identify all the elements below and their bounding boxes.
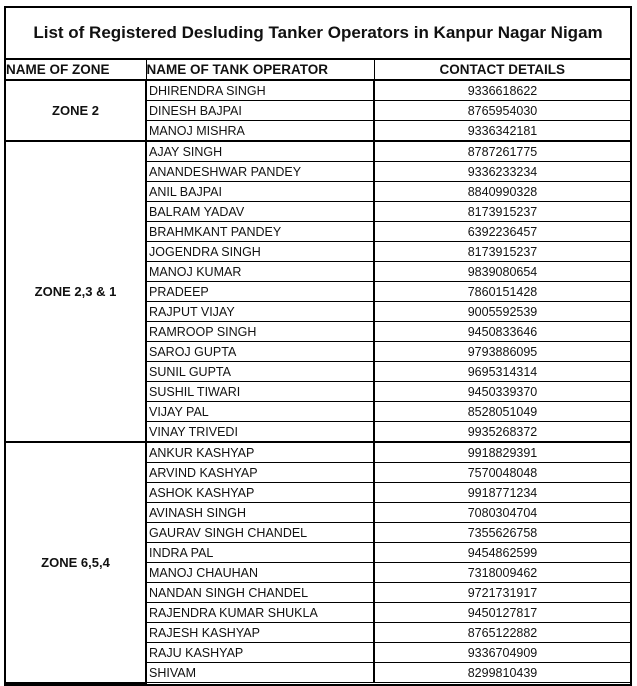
header-contact: CONTACT DETAILS	[374, 60, 630, 80]
operator-contact: 9918829391	[374, 442, 630, 463]
operator-contact: 9450833646	[374, 322, 630, 342]
operator-name: PRADEEP	[146, 282, 374, 302]
operator-contact: 7570048048	[374, 463, 630, 483]
operator-contact: 9454862599	[374, 543, 630, 563]
operator-contact: 9695314314	[374, 362, 630, 382]
operator-name: VINAY TRIVEDI	[146, 422, 374, 443]
operator-name: INDRA PAL	[146, 543, 374, 563]
zone-cell: ZONE 2	[6, 80, 146, 141]
operator-name: ASHOK KASHYAP	[146, 483, 374, 503]
operator-contact: 8299810439	[374, 663, 630, 683]
operator-name: MANOJ CHAUHAN	[146, 563, 374, 583]
operator-name: SHIVAM	[146, 663, 374, 683]
operator-name: AJAY SINGH	[146, 141, 374, 162]
operator-contact: 9793886095	[374, 342, 630, 362]
operator-contact: 6392236457	[374, 222, 630, 242]
operator-contact: 9450127817	[374, 603, 630, 623]
operator-contact: 9336704909	[374, 643, 630, 663]
table-row	[6, 80, 630, 101]
operator-name: RAJENDRA KUMAR SHUKLA	[146, 603, 374, 623]
operator-name: ANIL BAJPAI	[146, 182, 374, 202]
operator-contact: 9839080654	[374, 262, 630, 282]
operator-name: SUSHIL TIWARI	[146, 382, 374, 402]
header-row	[6, 60, 630, 80]
operator-contact: 8173915237	[374, 242, 630, 262]
operator-name: DINESH BAJPAI	[146, 101, 374, 121]
operator-contact: 7860151428	[374, 282, 630, 302]
operator-name: MANOJ MISHRA	[146, 121, 374, 142]
operator-name: SUNIL GUPTA	[146, 362, 374, 382]
operator-contact: 8787261775	[374, 141, 630, 162]
operator-name: BRAHMKANT PANDEY	[146, 222, 374, 242]
operator-contact: 9721731917	[374, 583, 630, 603]
operator-contact: 9005592539	[374, 302, 630, 322]
operator-contact: 7318009462	[374, 563, 630, 583]
operator-name: BALRAM YADAV	[146, 202, 374, 222]
operator-contact: 8173915237	[374, 202, 630, 222]
operator-name: RAJU KASHYAP	[146, 643, 374, 663]
operator-name: GAURAV SINGH CHANDEL	[146, 523, 374, 543]
zone-cell: ZONE 2,3 & 1	[6, 141, 146, 442]
operators-document	[4, 6, 632, 686]
operator-name: AVINASH SINGH	[146, 503, 374, 523]
operator-name: ARVIND KASHYAP	[146, 463, 374, 483]
table-row	[6, 141, 630, 162]
table-body	[6, 80, 630, 683]
operator-name: VIJAY PAL	[146, 402, 374, 422]
operator-name: MANOJ KUMAR	[146, 262, 374, 282]
operator-contact: 8765954030	[374, 101, 630, 121]
operator-contact: 9450339370	[374, 382, 630, 402]
operator-name: DHIRENDRA SINGH	[146, 80, 374, 101]
header-zone: NAME OF ZONE	[6, 60, 146, 80]
operator-name: SAROJ GUPTA	[146, 342, 374, 362]
operator-contact: 9336233234	[374, 162, 630, 182]
operators-table	[6, 60, 630, 684]
operator-contact: 9336342181	[374, 121, 630, 142]
operator-contact: 8840990328	[374, 182, 630, 202]
operator-contact: 9935268372	[374, 422, 630, 443]
operator-name: NANDAN SINGH CHANDEL	[146, 583, 374, 603]
operator-name: RAMROOP SINGH	[146, 322, 374, 342]
operator-name: RAJESH KASHYAP	[146, 623, 374, 643]
operator-contact: 7355626758	[374, 523, 630, 543]
operator-contact: 9336618622	[374, 80, 630, 101]
document-title: List of Registered Desluding Tanker Operators in Kanpur Nagar Nigam	[6, 8, 630, 60]
operator-name: ANKUR KASHYAP	[146, 442, 374, 463]
operator-name: ANANDESHWAR PANDEY	[146, 162, 374, 182]
operator-name: RAJPUT VIJAY	[146, 302, 374, 322]
operator-name: JOGENDRA SINGH	[146, 242, 374, 262]
header-operator: NAME OF TANK OPERATOR	[146, 60, 374, 80]
operator-contact: 8528051049	[374, 402, 630, 422]
zone-cell: ZONE 6,5,4	[6, 442, 146, 683]
operator-contact: 7080304704	[374, 503, 630, 523]
table-row	[6, 442, 630, 463]
operator-contact: 8765122882	[374, 623, 630, 643]
operator-contact: 9918771234	[374, 483, 630, 503]
